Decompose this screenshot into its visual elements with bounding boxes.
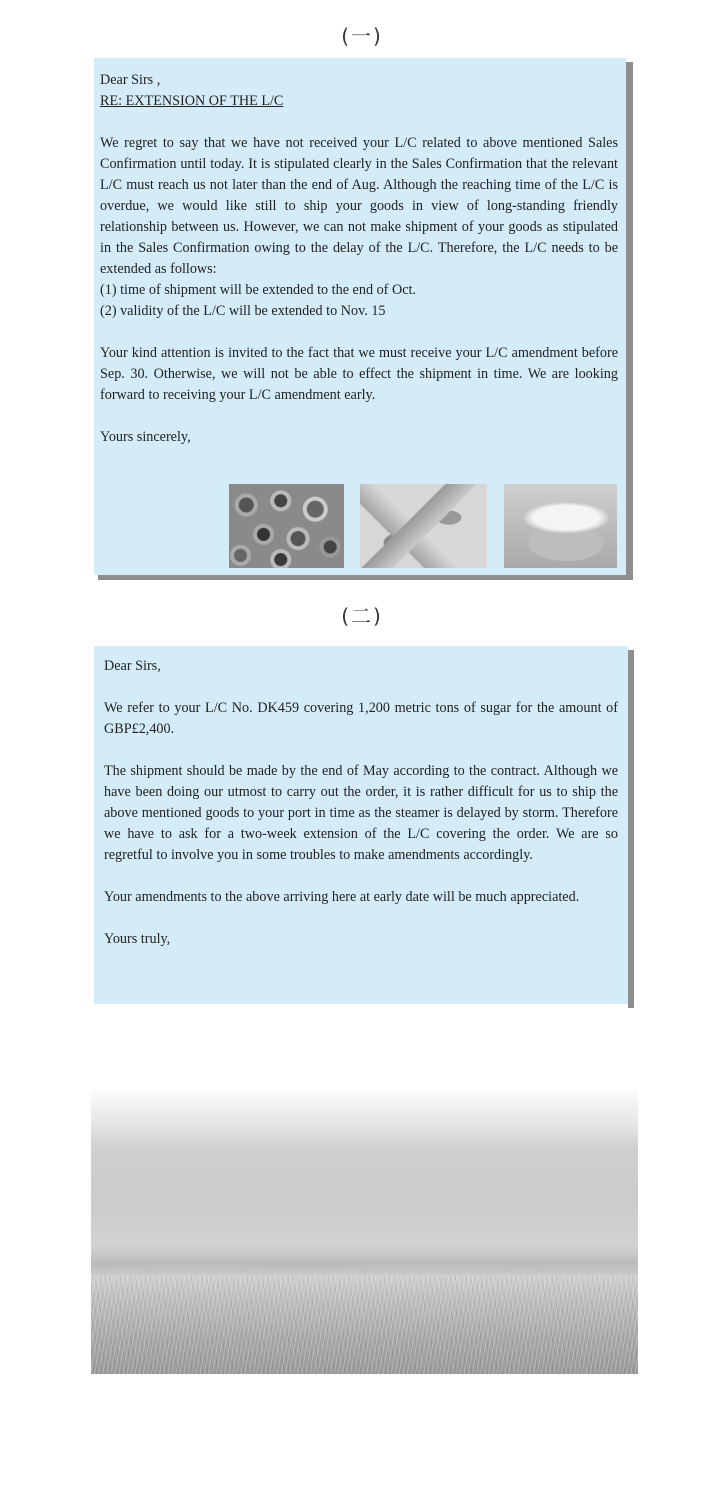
field-hills: [91, 1256, 638, 1274]
crystals-photo: [360, 484, 487, 568]
letter-two-paragraph-3: Your amendments to the above arriving here at early date will be much appreciated.: [104, 889, 580, 905]
letter-two-closing: Yours truly,: [104, 931, 171, 947]
spheres-photo: [229, 484, 344, 568]
letter-two-paragraph-1: We refer to your L/C No. DK459 covering 1,200 metric tons of sugar for the amount of GBP£2,400.: [104, 700, 618, 737]
letter-one-closing: Yours sincerely,: [100, 429, 191, 445]
letter-two-heading: (二): [341, 604, 383, 628]
letter-two-panel: [94, 646, 628, 1004]
letter-one-list-item-1: (1) time of shipment will be extended to the end of Oct.: [100, 282, 416, 298]
letter-one-paragraph-2: Your kind attention is invited to the fact that we must receive your L/C amendment before Sep. 30. Otherwise, we will not be able to effect the shipment in time. We are looking forward to receiving your L/C amendment early.: [100, 345, 618, 403]
letter-one-subject: RE: EXTENSION OF THE L/C: [100, 93, 284, 109]
letter-two-salutation: Dear Sirs,: [104, 658, 161, 674]
letter-one-list-item-2: (2) validity of the L/C will be extended to Nov. 15: [100, 303, 386, 319]
letter-two-paragraph-2: The shipment should be made by the end of May according to the contract. Although we have been doing our utmost to carry out the order, it is rather difficult for us to ship the above mentioned goods to your port in time as the steamer is delayed by storm. Therefore we have to ask for a two-week extension of the L/C covering the order. We are so regretful to involve you in some troubles to make amendments accordingly.: [104, 763, 618, 863]
wheat-field-photo: [91, 1086, 638, 1374]
letter-two-shadow-right: [628, 650, 634, 1008]
letter-one-shadow-bottom: [98, 575, 633, 580]
field-grain: [91, 1276, 638, 1374]
letter-one-paragraph-1: We regret to say that we have not received your L/C related to above mentioned Sales Confirmation until today. It is stipulated clearly in the Sales Confirmation that the relevant L/C must reach us not later than the end of Aug. Although the reaching time of the L/C is overdue, we would like still to ship your goods in view of long-standing friendly relationship between us. However, we can not make shipment of your goods as stipulated in the Sales Confirmation owing to the delay of the L/C. Therefore, the L/C needs to be extended as follows:: [100, 135, 618, 277]
letter-one-shadow-right: [626, 62, 633, 579]
bowl-photo: [504, 484, 617, 568]
letter-one-salutation: Dear Sirs ,: [100, 72, 161, 88]
letter-one-heading: (一): [341, 24, 383, 48]
